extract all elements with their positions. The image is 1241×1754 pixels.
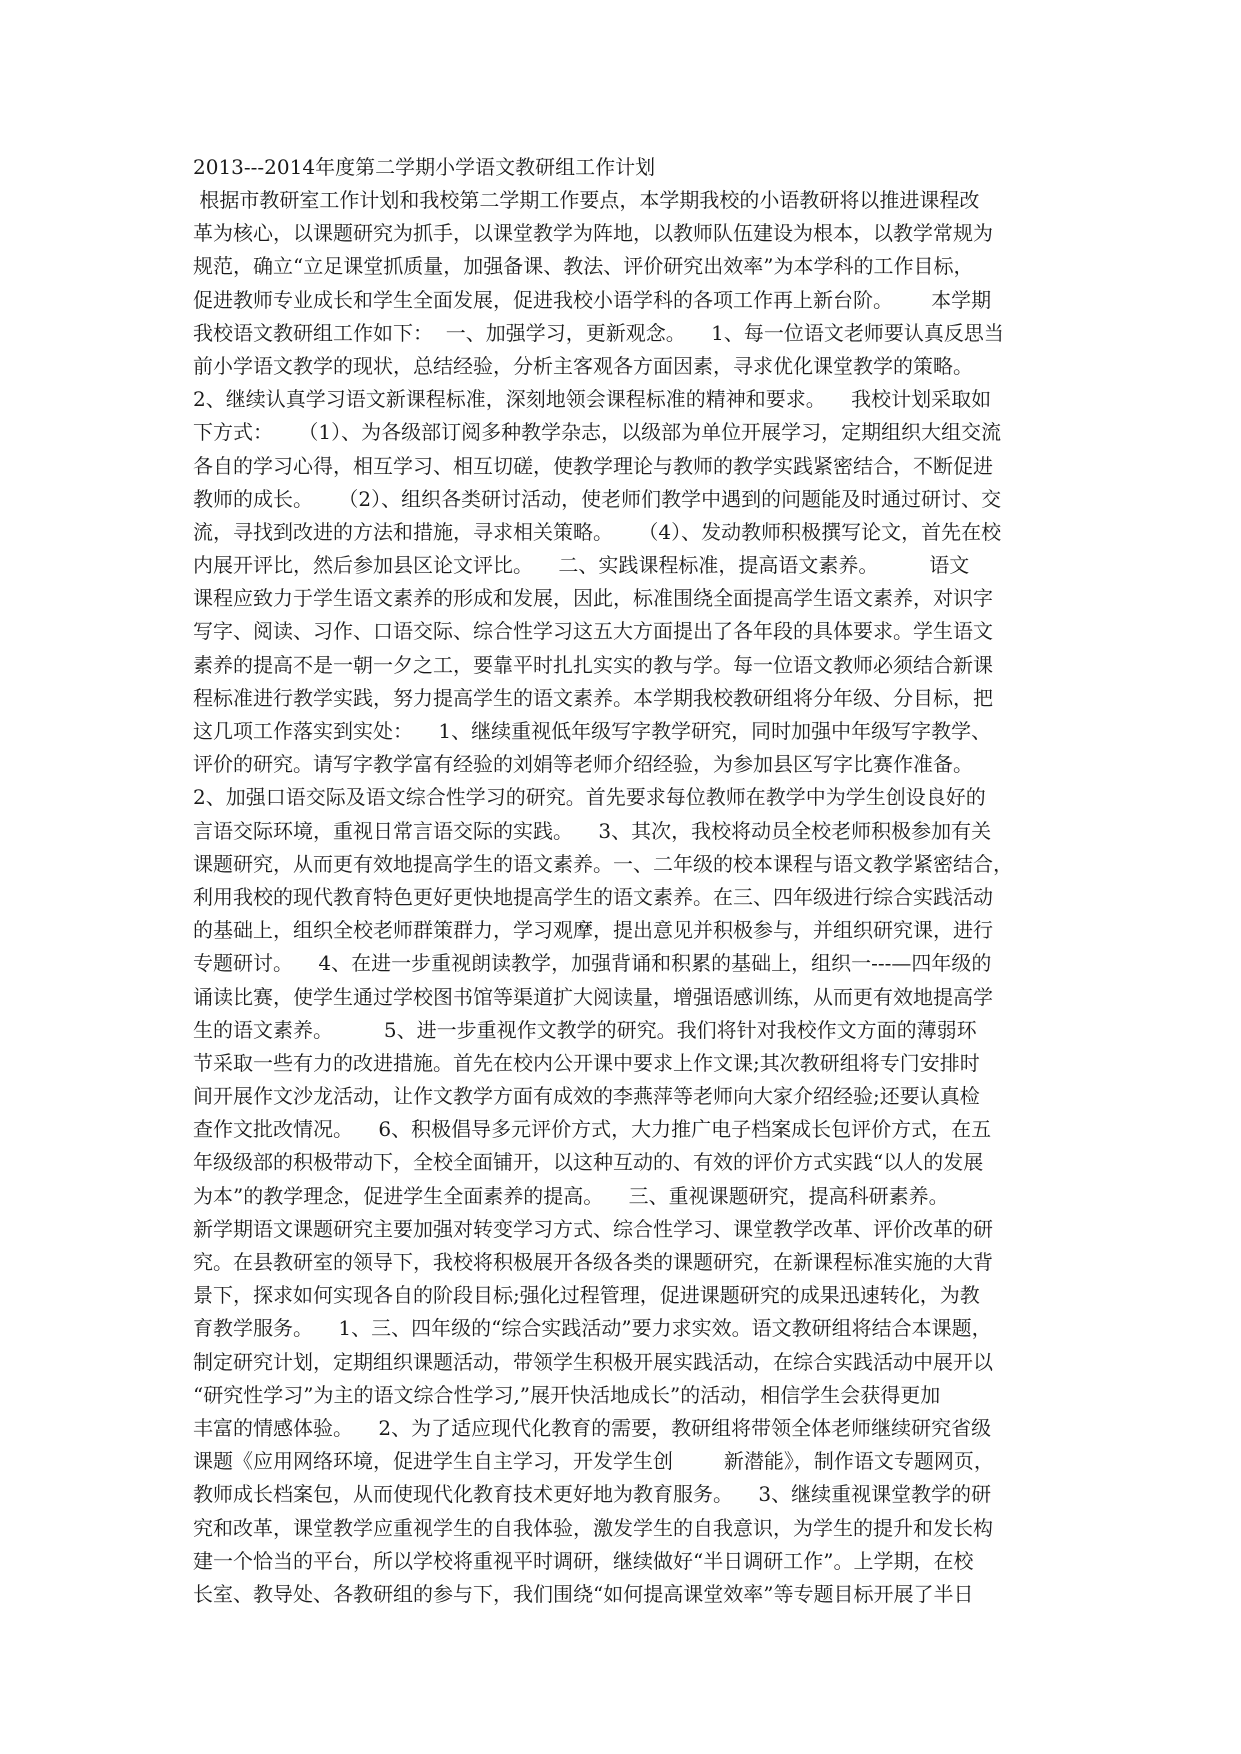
body-text-line: 制定研究计划，定期组织课题活动，带领学生积极开展实践活动，在综合实践活动中展开以 xyxy=(193,1349,993,1374)
body-text-line: “研究性学习”为主的语文综合性学习,”展开快活地成长”的活动，相信学生会获得更加 xyxy=(193,1382,941,1407)
body-text-line: 长室、教导处、各教研组的参与下，我们围绕“如何提高课堂效率”等专题目标开展了半日 xyxy=(193,1581,974,1606)
body-text-line: 究和改革，课堂教学应重视学生的自我体验，激发学生的自我意识，为学生的提升和发长构 xyxy=(193,1515,993,1540)
body-text-line: 各自的学习心得，相互学习、相互切磋，使教学理论与教师的教学实践紧密结合，不断促进 xyxy=(193,453,993,478)
body-text-line: 根据市教研室工作计划和我校第二学期工作要点，本学期我校的小语教研将以推进课程改 xyxy=(193,188,980,212)
body-text-line: 程标准进行教学实践，努力提高学生的语文素养。本学期我校教研组将分年级、分目标，把 xyxy=(193,685,993,710)
body-text-line: 新学期语文课题研究主要加强对转变学习方式、综合性学习、课堂教学改革、评价改革的研 xyxy=(193,1216,993,1241)
body-text-line: 课程应致力于学生语文素养的形成和发展，因此，标准围绕全面提高学生语文素养，对识字 xyxy=(193,586,993,611)
body-text-line: 究。在县教研室的领导下，我校将积极展开各级各类的课题研究，在新课程标准实施的大背 xyxy=(193,1250,993,1274)
body-text-line: 前小学语文教学的现状，总结经验，分析主客观各方面因素，寻求优化课堂教学的策略。 xyxy=(193,353,973,378)
body-text-line: 建一个恰当的平台，所以学校将重视平时调研，继续做好“半日调研工作”。上学期，在校 xyxy=(193,1548,974,1573)
body-text-line: 流，寻找到改进的方法和措施，寻求相关策略。 （4）、发动教师积极撰写论文，首先在校 xyxy=(193,519,1002,544)
body-text-line: 规范，确立“立足课堂抓质量，加强备课、教法、评价研究出效率”为本学科的工作目标， xyxy=(193,254,974,279)
body-text-line: 评价的研究。请写字教学富有经验的刘娟等老师介绍经验，为参加县区写字比赛作准备。 xyxy=(193,752,973,777)
body-text-line: 景下，探求如何实现各自的阶段目标;强化过程管理，促进课题研究的成果迅速转化，为教 xyxy=(193,1283,980,1308)
body-text-line: 课题研究，从而更有效地提高学生的语文素养。一、二年级的校本课程与语文教学紧密结合， xyxy=(193,851,1013,876)
body-text-line: 为本”的教学理念，促进学生全面素养的提高。 三、重视课题研究，提高科研素养。 xyxy=(193,1183,949,1208)
body-text-line: 育教学服务。 1、三、四年级的“综合实践活动”要力求实效。语文教研组将结合本课题， xyxy=(193,1316,992,1341)
body-text-line: 节采取一些有力的改进措施。首先在校内公开课中要求上作文课;其次教研组将专门安排时 xyxy=(193,1050,980,1075)
body-text-line: 年级级部的积极带动下，全校全面铺开，以这种互动的、有效的评价方式实践“以人的发展 xyxy=(193,1150,984,1175)
body-text-line: 素养的提高不是一朝一夕之工，要靠平时扎扎实实的教与学。每一位语文教师必须结合新课 xyxy=(193,652,993,677)
body-text-line: 我校语文教研组工作如下： 一、加强学习，更新观念。 1、每一位语文老师要认真反思当 xyxy=(193,320,1004,345)
body-text-line: 利用我校的现代教育特色更好更快地提高学生的语文素养。在三、四年级进行综合实践活动 xyxy=(193,884,993,909)
body-text-line: 查作文批改情况。 6、积极倡导多元评价方式，大力推广电子档案成长包评价方式，在五 xyxy=(193,1117,992,1142)
body-text-line: 2、继续认真学习语文新课程标准，深刻地领会课程标准的精神和要求。 我校计划采取如 xyxy=(193,387,992,412)
body-text-line: 2、加强口语交际及语文综合性学习的研究。首先要求每位教师在教学中为学生创设良好的 xyxy=(193,785,986,810)
body-text-line: 内展开评比，然后参加县区论文评比。 二、实践课程标准，提高语文素养。 语文 xyxy=(193,553,970,578)
body-text-line: 专题研讨。 4、在进一步重视朗读教学，加强背诵和积累的基础上，组织一---—四年级的 xyxy=(193,951,992,976)
document-title: 2013---2014年度第二学期小学语文教研组工作计划 xyxy=(193,155,656,179)
body-text-line: 下方式： （1）、为各级部订阅多种教学杂志，以级部为单位开展学习，定期组织大组交流 xyxy=(193,420,1002,445)
body-text-line: 丰富的情感体验。 2、为了适应现代化教育的需要，教研组将带领全体老师继续研究省级 xyxy=(193,1415,992,1440)
body-text-line: 这几项工作落实到实处： 1、继续重视低年级写字教学研究，同时加强中年级写字教学、 xyxy=(193,719,992,743)
document-body xyxy=(193,184,1073,1611)
body-text-line: 生的语文素养。 5、进一步重视作文教学的研究。我们将针对我校作文方面的薄弱环 xyxy=(193,1017,977,1042)
body-text-line: 间开展作文沙龙活动，让作文教学方面有成效的李燕萍等老师向大家介绍经验;还要认真检 xyxy=(193,1084,980,1109)
body-text-line: 课题《应用网络环境，促进学生自主学习，开发学生创 新潜能》，制作语文专题网页， xyxy=(193,1449,994,1474)
body-text-line: 写字、阅读、习作、口语交际、综合性学习这五大方面提出了各年段的具体要求。学生语文 xyxy=(193,619,993,644)
body-text-line: 的基础上，组织全校老师群策群力，学习观摩，提出意见并积极参与，并组织研究课，进行 xyxy=(193,918,993,943)
body-text-line: 教师成长档案包，从而使现代化教育技术更好地为教育服务。 3、继续重视课堂教学的研 xyxy=(193,1482,992,1507)
body-text-line: 言语交际环境，重视日常言语交际的实践。 3、其次，我校将动员全校老师积极参加有关 xyxy=(193,818,992,843)
body-text-line: 教师的成长。 （2）、组织各类研讨活动，使老师们教学中遇到的问题能及时通过研讨、交 xyxy=(193,486,1002,511)
body-text-line: 诵读比赛，使学生通过学校图书馆等渠道扩大阅读量，增强语感训练，从而更有效地提高学 xyxy=(193,984,993,1009)
body-text-line: 革为核心，以课题研究为抓手，以课堂教学为阵地，以教师队伍建设为根本，以教学常规为 xyxy=(193,221,993,246)
body-text-line: 促进教师专业成长和学生全面发展，促进我校小语学科的各项工作再上新台阶。 本学期 xyxy=(193,287,992,312)
